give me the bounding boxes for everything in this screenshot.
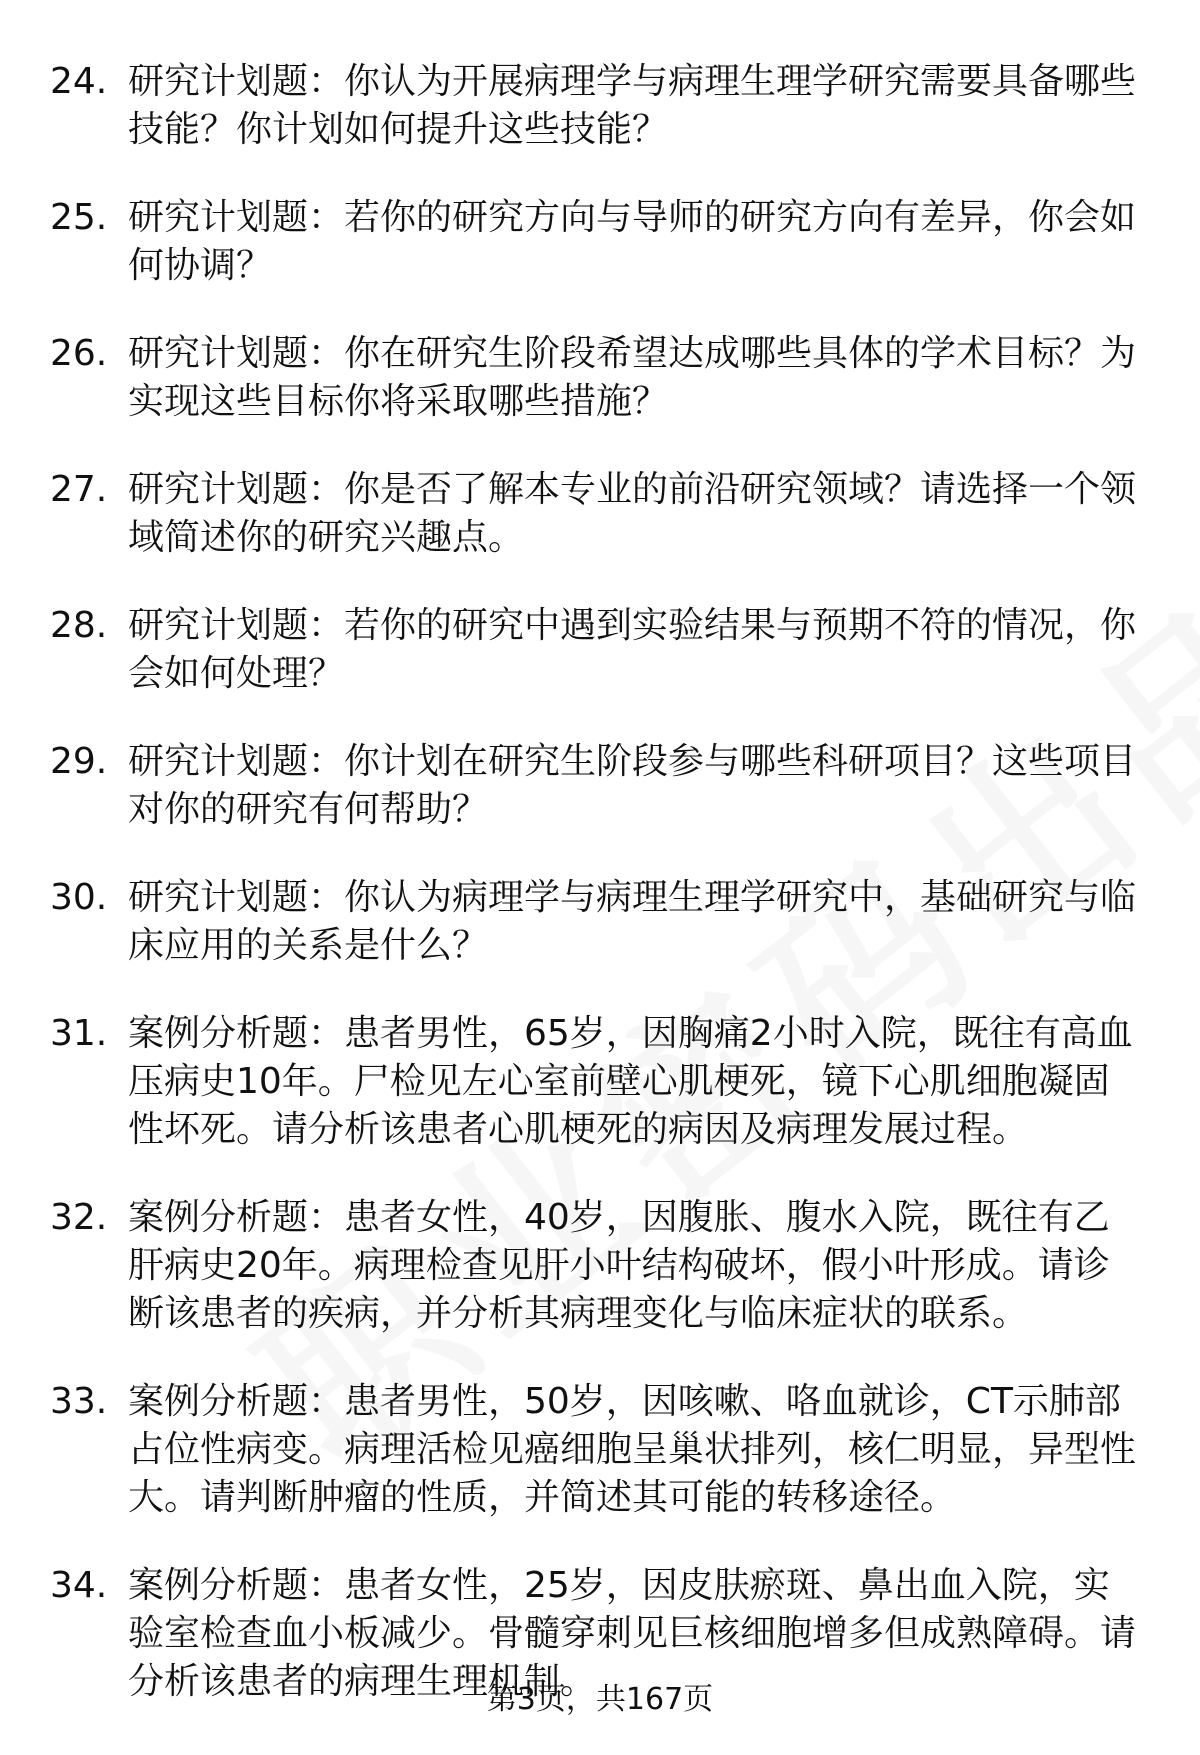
question-number: 25. <box>50 197 108 238</box>
question-number: 34. <box>50 1565 108 1606</box>
question-text: 研究计划题：你计划在研究生阶段参与哪些科研项目？这些项目对你的研究有何帮助？ <box>128 741 1137 830</box>
question-item <box>0 194 1200 290</box>
question-number: 26. <box>50 333 108 374</box>
question-text: 研究计划题：你认为病理学与病理生理学研究中，基础研究与临床应用的关系是什么？ <box>128 877 1137 966</box>
question-text: 研究计划题：若你的研究方向与导师的研究方向有差异，你会如何协调？ <box>128 197 1137 286</box>
question-list <box>0 58 1200 1746</box>
question-text: 研究计划题：你是否了解本专业的前沿研究领域？请选择一个领域简述你的研究兴趣点。 <box>128 469 1137 558</box>
question-number: 29. <box>50 741 108 782</box>
question-item <box>0 1194 1200 1338</box>
question-item <box>0 874 1200 970</box>
question-text: 研究计划题：若你的研究中遇到实验结果与预期不符的情况，你会如何处理？ <box>128 605 1137 694</box>
page-footer <box>0 1680 1200 1720</box>
question-item <box>0 1378 1200 1522</box>
page-number-label: 第3页，共167页 <box>486 1682 714 1717</box>
question-item <box>0 466 1200 562</box>
question-text: 案例分析题：患者女性，25岁，因皮肤瘀斑、鼻出血入院，实验室检查血小板减少。骨髓穿刺见巨核细胞增多但成熟障碍。请分析该患者的病理生理机制。 <box>128 1565 1137 1702</box>
question-number: 24. <box>50 61 108 102</box>
question-text: 案例分析题：患者女性，40岁，因腹胀、腹水入院，既往有乙肝病史20年。病理检查见肝小叶结构破坏，假小叶形成。请诊断该患者的疾病，并分析其病理变化与临床症状的联系。 <box>128 1197 1110 1334</box>
question-number: 28. <box>50 605 108 646</box>
question-item <box>0 330 1200 426</box>
question-number: 33. <box>50 1381 108 1422</box>
question-number: 31. <box>50 1013 108 1054</box>
question-number: 30. <box>50 877 108 918</box>
question-number: 27. <box>50 469 108 510</box>
question-text: 研究计划题：你认为开展病理学与病理生理学研究需要具备哪些技能？你计划如何提升这些技能？ <box>128 61 1137 150</box>
question-item <box>0 1010 1200 1154</box>
question-text: 案例分析题：患者男性，50岁，因咳嗽、咯血就诊，CT示肺部占位性病变。病理活检见癌细胞呈巢状排列，核仁明显，异型性大。请判断肿瘤的性质，并简述其可能的转移途径。 <box>128 1381 1137 1518</box>
question-item <box>0 738 1200 834</box>
question-item <box>0 602 1200 698</box>
question-item <box>0 58 1200 154</box>
question-text: 案例分析题：患者男性，65岁，因胸痛2小时入院，既往有高血压病史10年。尸检见左心室前壁心肌梗死，镜下心肌细胞凝固性坏死。请分析该患者心肌梗死的病因及病理发展过程。 <box>128 1013 1133 1150</box>
question-text: 研究计划题：你在研究生阶段希望达成哪些具体的学术目标？为实现这些目标你将采取哪些措施？ <box>128 333 1137 422</box>
question-number: 32. <box>50 1197 108 1238</box>
